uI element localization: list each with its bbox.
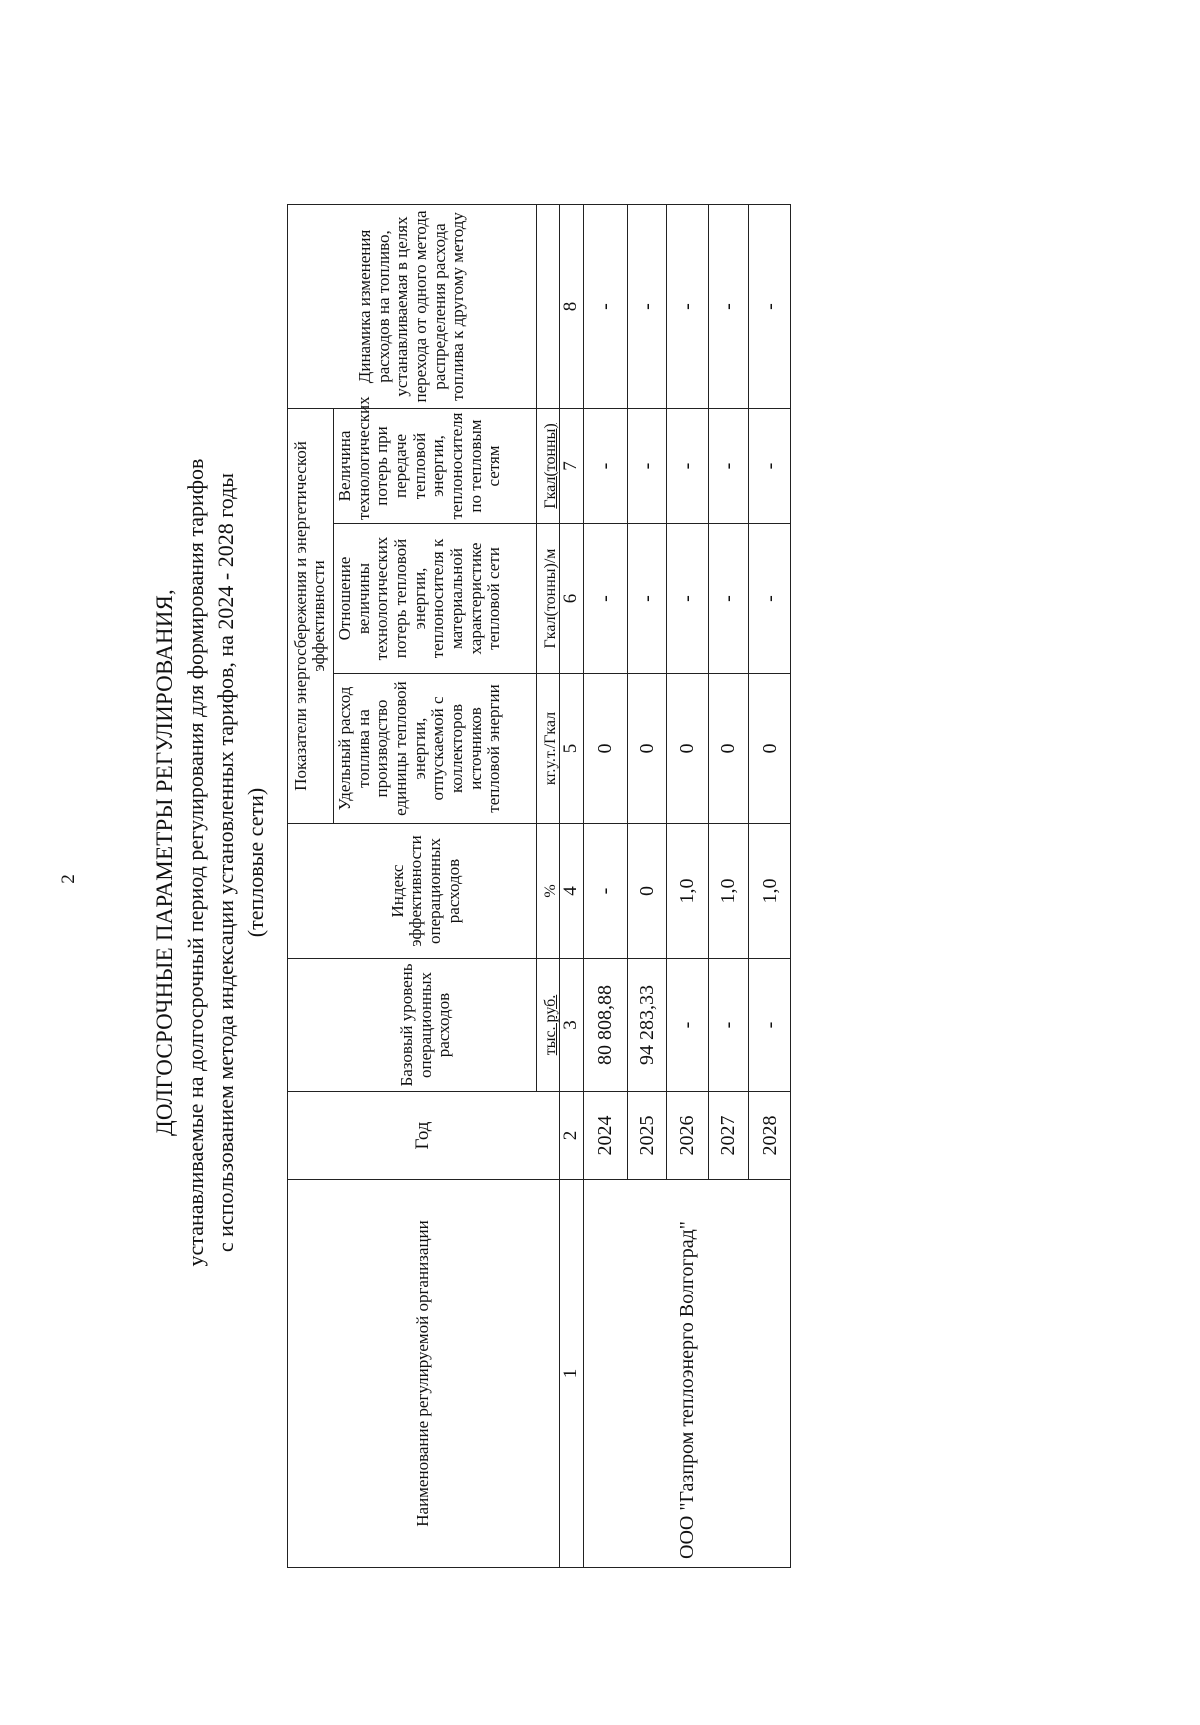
header-energy-efficiency-group: Показатели энергосбережения и энергетической эффективности — [288, 408, 334, 823]
cell-efficiency-index: 1,0 — [749, 824, 791, 959]
cell-loss-ratio: - — [708, 524, 749, 674]
unit-base-level: тыс. руб. — [536, 959, 560, 1092]
cell-efficiency-index: 1,0 — [667, 824, 709, 959]
organization-name: ООО "Газпром теплоэнерго Волгоград" — [583, 1180, 790, 1568]
header-organization: Наименование регулируемой организации — [288, 1180, 560, 1568]
unit-loss-value: Гкал(тонны) — [536, 408, 560, 523]
cell-year: 2028 — [749, 1092, 791, 1180]
cell-year: 2026 — [667, 1092, 709, 1180]
cell-year: 2025 — [627, 1092, 667, 1180]
header-loss-ratio: Отношение величины технологических потерь тепловой энергии, теплоносителя к материальной характеристике тепловой сети — [333, 524, 536, 674]
cell-fuel-dynamics: - — [627, 204, 667, 408]
column-number: 3 — [560, 959, 583, 1092]
document-subtitle-line-2: с использованием метода индексации установленных тарифов, на 2024 - 2028 годы — [213, 472, 238, 1253]
cell-fuel-rate: 0 — [749, 674, 791, 824]
cell-fuel-dynamics: - — [708, 204, 749, 408]
column-number: 5 — [560, 674, 583, 824]
header-fuel-dynamics: Динамика изменения расходов на топливо, устанавливаемая в целях перехода от одного метода распределения расхода топлива к другому методу — [288, 204, 537, 408]
header-fuel-rate: Удельный расход топлива на производство единицы тепловой энергии, отпускаемой с коллекторов источников тепловой энергии — [333, 674, 536, 824]
cell-year: 2024 — [583, 1092, 627, 1180]
cell-loss-value: - — [667, 408, 709, 523]
unit-loss-ratio: Гкал(тонны)/м — [536, 524, 560, 674]
column-number: 8 — [560, 204, 583, 408]
header-year: Год — [288, 1092, 560, 1180]
unit-fuel-dynamics — [536, 204, 560, 408]
cell-efficiency-index: 1,0 — [708, 824, 749, 959]
cell-loss-value: - — [583, 408, 627, 523]
cell-base-level: - — [708, 959, 749, 1092]
column-number: 4 — [560, 824, 583, 959]
cell-loss-ratio: - — [667, 524, 709, 674]
cell-loss-ratio: - — [583, 524, 627, 674]
cell-fuel-rate: 0 — [583, 674, 627, 824]
regulation-parameters-table — [287, 204, 791, 1568]
cell-base-level: 94 283,33 — [627, 959, 667, 1092]
cell-fuel-dynamics: - — [749, 204, 791, 408]
column-number: 1 — [560, 1180, 583, 1568]
header-base-level: Базовый уровень операционных расходов — [288, 959, 537, 1092]
page-number: 2 — [57, 874, 79, 884]
cell-efficiency-index: 0 — [627, 824, 667, 959]
document-subtitle-line-3: (тепловые сети) — [243, 787, 268, 938]
column-number: 2 — [560, 1092, 583, 1180]
cell-loss-value: - — [708, 408, 749, 523]
cell-fuel-rate: 0 — [667, 674, 709, 824]
document-title: ДОЛГОСРОЧНЫЕ ПАРАМЕТРЫ РЕГУЛИРОВАНИЯ, — [152, 589, 177, 1136]
cell-fuel-dynamics: - — [667, 204, 709, 408]
cell-efficiency-index: - — [583, 824, 627, 959]
cell-year: 2027 — [708, 1092, 749, 1180]
column-number: 6 — [560, 524, 583, 674]
cell-fuel-rate: 0 — [708, 674, 749, 824]
cell-base-level: 80 808,88 — [583, 959, 627, 1092]
header-loss-value: Величина технологических потерь при передаче тепловой энергии, теплоносителя по тепловым сетям — [333, 408, 536, 523]
unit-efficiency-index: % — [536, 824, 560, 959]
cell-fuel-dynamics: - — [583, 204, 627, 408]
cell-fuel-rate: 0 — [627, 674, 667, 824]
cell-base-level: - — [667, 959, 709, 1092]
cell-loss-ratio: - — [749, 524, 791, 674]
column-number: 7 — [560, 408, 583, 523]
cell-base-level: - — [749, 959, 791, 1092]
cell-loss-ratio: - — [627, 524, 667, 674]
unit-fuel-rate: кг.у.т./Гкал — [536, 674, 560, 824]
header-efficiency-index: Индекс эффективности операционных расходов — [288, 824, 537, 959]
cell-loss-value: - — [749, 408, 791, 523]
cell-loss-value: - — [627, 408, 667, 523]
document-subtitle-line-1: устанавливаемые на долгосрочный период регулирования для формирования тарифов — [183, 458, 208, 1267]
